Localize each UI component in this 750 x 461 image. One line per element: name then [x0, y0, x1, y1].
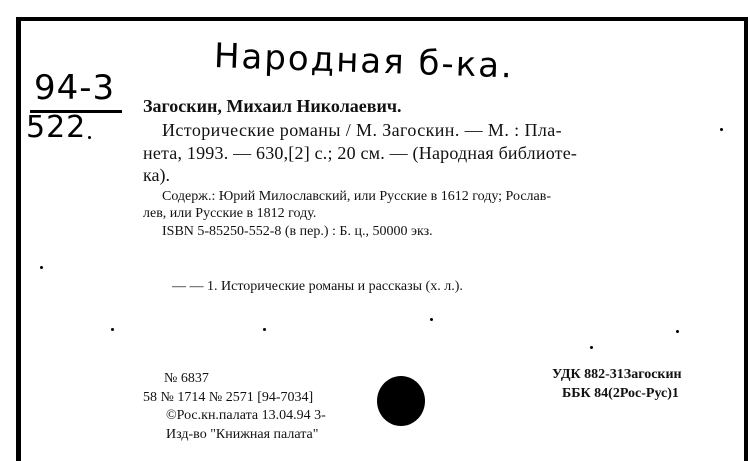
title-line-1: Исторические романы / М. Загоскин. — М. : Пла- — [162, 120, 563, 140]
scan-speck — [263, 328, 266, 331]
scan-speck — [676, 330, 679, 333]
title-line-2: нета, 1993. — 630,[2] с.; 20 см. — (Народная библиоте- — [143, 143, 578, 163]
scan-speck — [111, 328, 114, 331]
scan-speck — [720, 128, 723, 131]
card-top-border — [18, 17, 746, 21]
publisher-line: Изд-во "Книжная палата" — [166, 427, 319, 442]
udc-code: УДК 882-31Загоскин — [552, 367, 682, 382]
scan-speck — [590, 346, 593, 349]
handwritten-class-number: 94-3 — [34, 68, 116, 108]
author-heading: Загоскин, Михаил Николаевич. — [143, 96, 402, 116]
scan-speck — [40, 266, 43, 269]
registry-line: 58 № 1714 № 2571 [94-7034] — [143, 390, 314, 405]
bbk-code: ББК 84(2Рос-Рус)1 — [562, 386, 679, 401]
handwritten-header: Народная б-ка. — [213, 36, 515, 87]
number-line: № 6837 — [164, 371, 209, 386]
book-chamber-line: ©Рос.кн.палата 13.04.94 3- — [166, 408, 326, 423]
card-left-border — [16, 17, 21, 461]
contents-line-2: лев, или Русские в 1812 году. — [143, 206, 317, 221]
punch-hole-mark — [377, 376, 425, 426]
scan-speck — [88, 136, 91, 139]
scan-speck — [430, 318, 433, 321]
isbn-line: ISBN 5-85250-552-8 (в пер.) : Б. ц., 50000 экз. — [162, 224, 433, 239]
title-line-3: ка). — [143, 165, 170, 185]
subject-heading-line: — — 1. Исторические романы и рассказы (х. л.). — [172, 279, 463, 294]
contents-line-1: Содерж.: Юрий Милославский, или Русские в 1612 году; Рослав- — [162, 189, 552, 204]
handwritten-author-mark: 522 — [26, 110, 87, 145]
card-right-border — [744, 17, 748, 461]
